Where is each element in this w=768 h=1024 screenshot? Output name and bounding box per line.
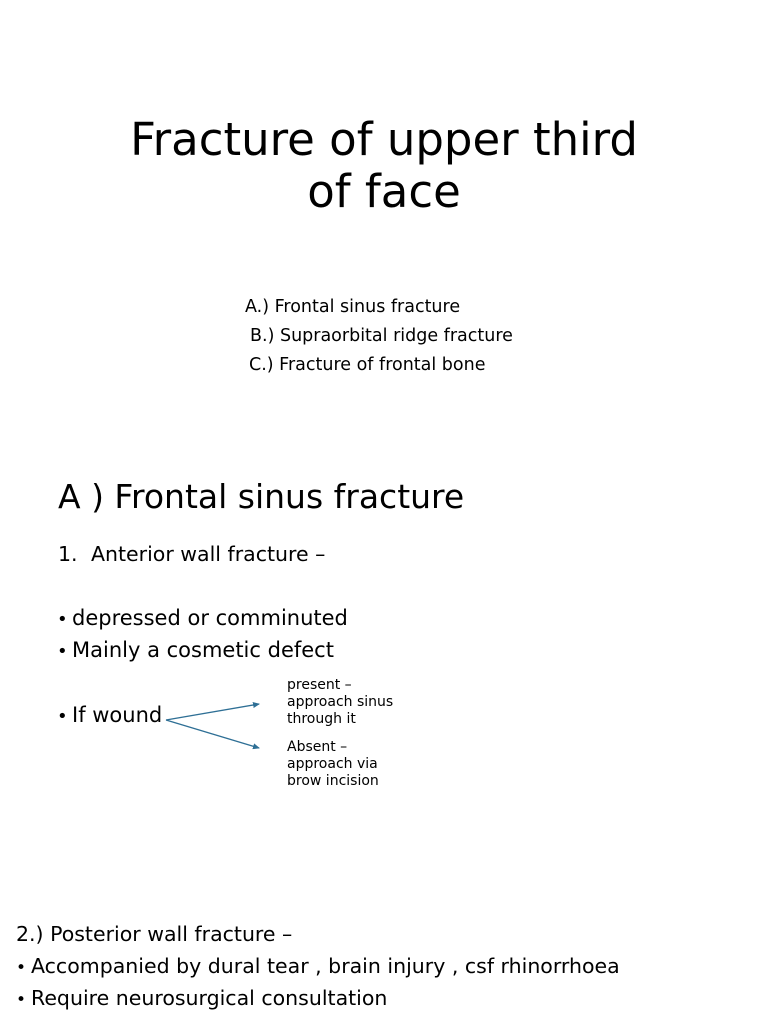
bullet-glyph: • [16,958,27,978]
bullet-glyph: • [57,609,68,630]
toc-item-frontal-bone: C.) Fracture of frontal bone [249,355,486,375]
numbered-item-text: Anterior wall fracture – [91,542,326,566]
posterior-wall-heading: 2.) Posterior wall fracture – [16,922,293,946]
bullet-item-neurosurgical [16,985,387,1013]
toc-item-supraorbital-ridge: B.) Supraorbital ridge fracture [250,326,513,346]
bullet-text: depressed or comminuted [72,606,348,630]
bullet-text: Require neurosurgical consultation [31,986,388,1010]
list-number: 1. [58,542,78,566]
bullet-item-dural-tear [16,953,620,981]
page-title-line-2: of face [307,165,461,218]
bullet-text: If wound [72,703,163,727]
bullet-glyph: • [57,641,68,662]
arrow-to-absent [166,720,259,748]
branch-note-absent: Absent – approach via brow incision [287,739,379,790]
branch-note-present: present – approach sinus through it [287,677,394,728]
arrow-to-present [166,704,259,720]
section-heading-frontal-sinus: A ) Frontal sinus fracture [58,477,465,516]
page-title-line-1: Fracture of upper third [130,113,638,166]
toc-item-frontal-sinus: A.) Frontal sinus fracture [245,297,461,317]
bullet-text: Mainly a cosmetic defect [72,638,334,662]
bullet-text: Accompanied by dural tear , brain injury , csf rhinorrhoea [31,954,620,978]
bullet-glyph: • [57,706,68,727]
bullet-glyph: • [16,990,27,1010]
